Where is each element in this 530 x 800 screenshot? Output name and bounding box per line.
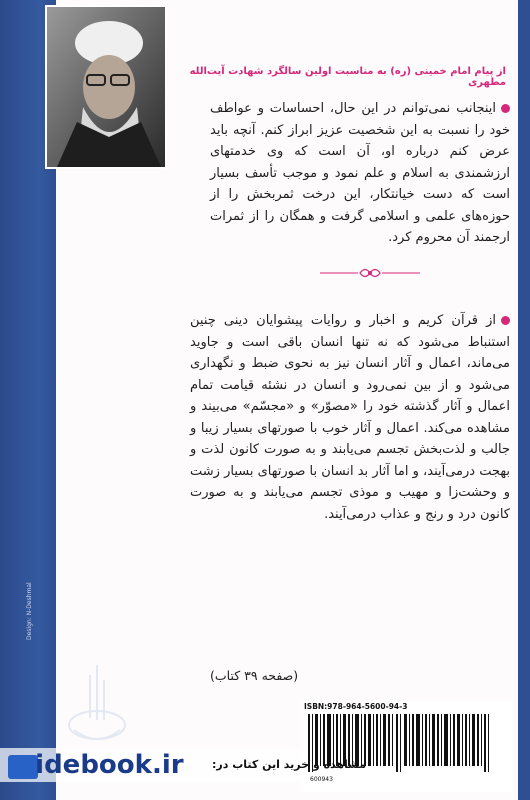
spine-credit: Design: N-Deshmal (26, 582, 33, 640)
watermark-brand[interactable] (8, 750, 184, 780)
bullet-icon (501, 316, 510, 325)
author-portrait (45, 5, 167, 169)
portrait-image (47, 7, 165, 167)
barcode-number: 600943 (310, 776, 333, 783)
watermark-brand-text: idebook.ir (35, 750, 184, 780)
paragraph-2-text: از قرآن کریم و اخبار و روایات پیشوایان دینی چنین استنباط می‌شود که نه تنها انسان باقی است و جاوید می‌ماند، اعمال و آثار انسان نیز به نحوی ضبط و نگهداری می‌شود و از بین نمی‌رود و انسان در نشئه قیامت تمام اعمال و آثار گذشته خود را «مصوّر» و «مجسّم» می‌بیند و مشاهده می‌کند. اعمال و آثار خوب با صورتهای بسیار زیبا و جالب و لذت‌بخش تجسم می‌یابند و به صورت کانون لذت و بهجت درمی‌آیند، و اما آثار بد انسان با صورتهای بسیار زشت و وحشت‌زا و مهیب و موذی تجسم می‌یابند و به صورت کانون درد و رنج و عذاب درمی‌آیند. (190, 313, 510, 522)
quote-paragraph-2 (190, 310, 510, 525)
quote-paragraph-1 (210, 98, 510, 249)
watermark-text: مشاهده و خرید این کتاب در: (212, 758, 367, 771)
isbn-text: ISBN:978-964-5600-94-3 (304, 702, 408, 711)
ornament-divider (320, 264, 420, 282)
bullet-icon (501, 104, 510, 113)
calligraphy-logo (62, 660, 132, 750)
page-reference: (صفحه ۳۹ کتاب) (210, 668, 299, 683)
paragraph-1-text: اینجانب نمی‌توانم در این حال، احساسات و عواطف خود را نسبت به این شخصیت عزیز ابراز کنم. آنچه باید عرض کنم درباره او، آن است که وی خدمتهای ارزشمندی به اسلام و علم نمود و موجب تأسف بسیار است که دست خیانتکار، این درخت ثمربخش را از حوزه‌های علمی و اسلامی گرفت و همگان را از ثمرات ارجمند آن محروم کرد. (210, 101, 510, 245)
caption: از پیام امام خمینی (ره) به مناسبت اولین سالگرد شهادت آیت‌الله مطهری (189, 66, 506, 88)
